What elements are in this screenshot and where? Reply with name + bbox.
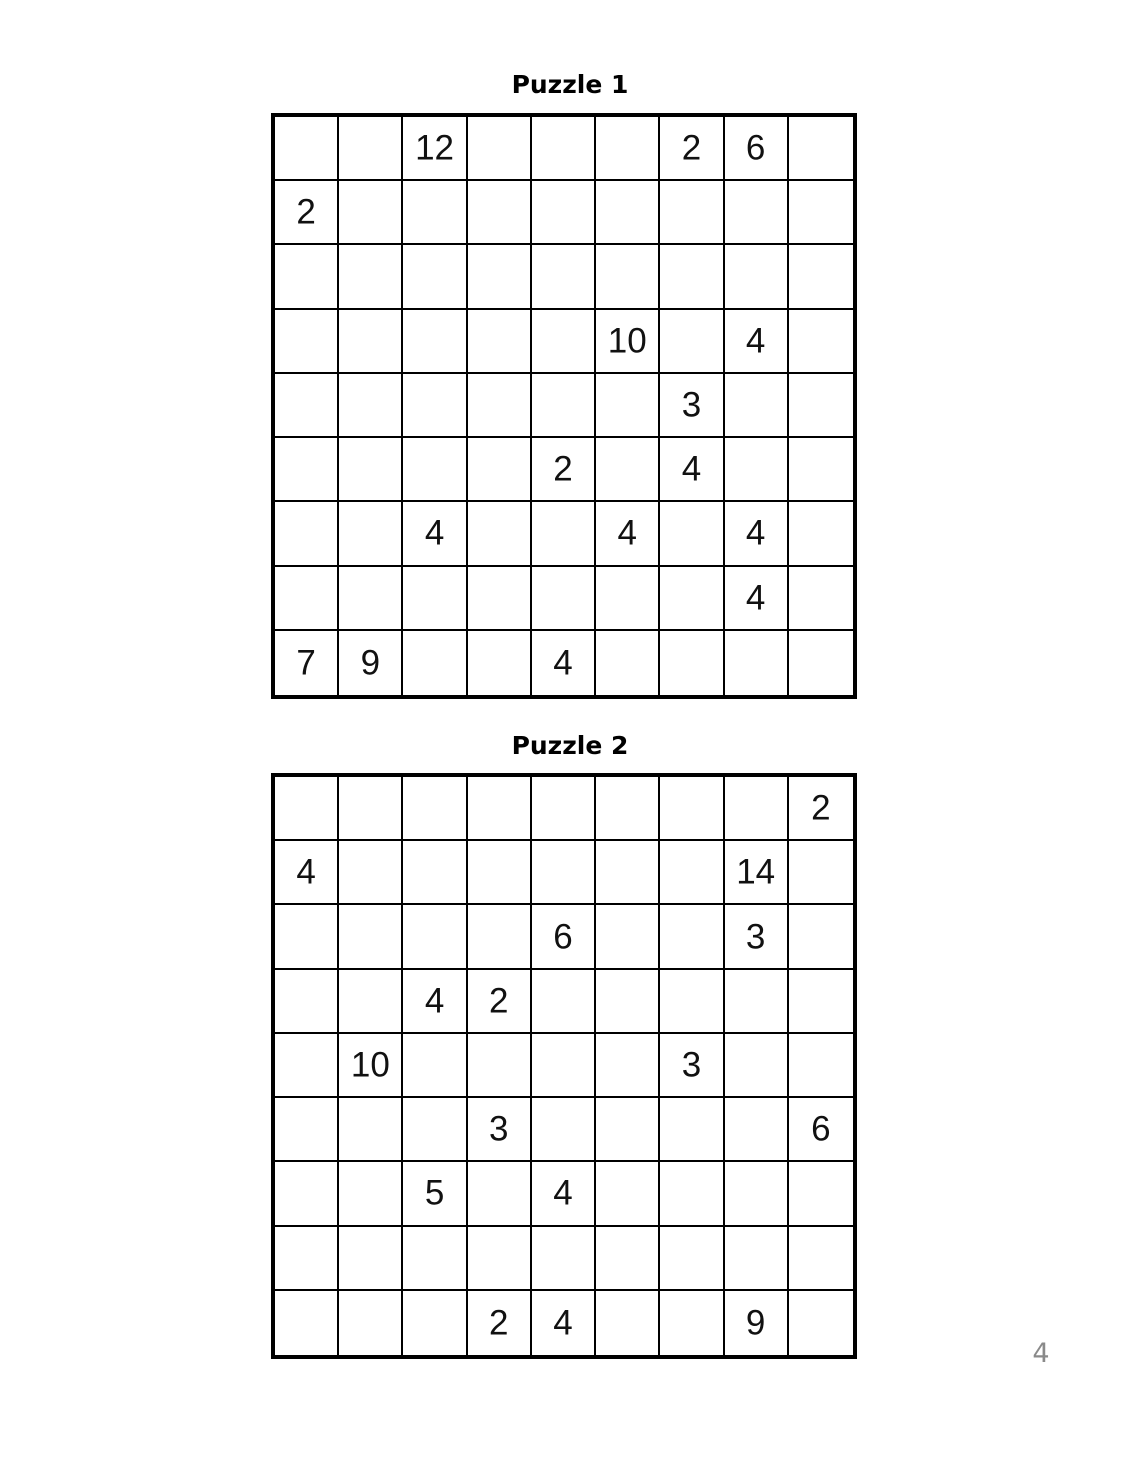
puzzle-1-cell-r3c4	[468, 245, 532, 309]
clue-number: 4	[745, 513, 766, 553]
puzzle-1-cell-r2c1	[275, 181, 339, 245]
puzzle-1-cell-r4c1	[275, 310, 339, 374]
clue-number: 4	[553, 1173, 573, 1213]
puzzle-1-cell-r7c7	[660, 502, 724, 566]
puzzle-1-cell-r8c9	[789, 567, 853, 631]
puzzle-1-cell-r9c1	[275, 631, 339, 695]
puzzle-2-cell-r1c9	[789, 777, 853, 841]
puzzle-2-cell-r9c4	[468, 1291, 532, 1355]
puzzle-1-cell-r2c7	[660, 181, 724, 245]
puzzle-2-cell-r6c7	[660, 1098, 724, 1162]
puzzle-1-cell-r5c1	[275, 374, 339, 438]
puzzle-1-cell-r7c1	[275, 502, 339, 566]
puzzle-1-cell-r5c8	[725, 374, 789, 438]
puzzle-2-cell-r6c8	[725, 1098, 789, 1162]
puzzle-1-cell-r4c4	[468, 310, 532, 374]
puzzle-1-cell-r9c2	[339, 631, 403, 695]
puzzle-2-cell-r8c5	[532, 1227, 596, 1291]
puzzle-1-cell-r4c2	[339, 310, 403, 374]
puzzle-1-cell-r2c3	[403, 181, 467, 245]
puzzle-2-cell-r8c4	[468, 1227, 532, 1291]
puzzle-2-cell-r9c5	[532, 1291, 596, 1355]
puzzle-1-cell-r6c5	[532, 438, 596, 502]
puzzle-2-cell-r4c1	[275, 970, 339, 1034]
puzzle-2-cell-r5c2	[339, 1034, 403, 1098]
puzzle-2-cell-r2c2	[339, 841, 403, 905]
puzzle-2-cell-r6c9	[789, 1098, 853, 1162]
puzzle-1-cell-r1c5	[532, 117, 596, 181]
puzzle-1-cell-r9c6	[596, 631, 660, 695]
puzzle-1-cell-r6c3	[403, 438, 467, 502]
puzzle-2-cell-r9c6	[596, 1291, 660, 1355]
clue-number: 3	[745, 917, 766, 957]
clue-number: 2	[811, 788, 831, 828]
puzzle-1-cell-r9c5	[532, 631, 596, 695]
clue-number: 2	[489, 1303, 509, 1343]
puzzle-2-cell-r1c7	[660, 777, 724, 841]
puzzle-2-cell-r5c8	[725, 1034, 789, 1098]
puzzle-1-cell-r2c4	[468, 181, 532, 245]
puzzle-1-cell-r8c3	[403, 567, 467, 631]
puzzle-2-cell-r9c9	[789, 1291, 853, 1355]
puzzle-1-cell-r5c5	[532, 374, 596, 438]
puzzle-1-cell-r5c3	[403, 374, 467, 438]
puzzle-1-cell-r4c5	[532, 310, 596, 374]
puzzle-1-cell-r6c1	[275, 438, 339, 502]
puzzle-2-cell-r6c2	[339, 1098, 403, 1162]
puzzle-2-cell-r3c1	[275, 905, 339, 969]
puzzle-2-cell-r4c9	[789, 970, 853, 1034]
puzzle-2-cell-r1c5	[532, 777, 596, 841]
puzzle-2-cell-r8c3	[403, 1227, 467, 1291]
puzzle-1-cell-r6c9	[789, 438, 853, 502]
clue-number: 2	[553, 449, 573, 489]
puzzle-2-cell-r3c2	[339, 905, 403, 969]
puzzle-2-cell-r6c1	[275, 1098, 339, 1162]
clue-number: 9	[745, 1303, 766, 1343]
puzzle-2-cell-r4c6	[596, 970, 660, 1034]
puzzle-2-cell-r8c9	[789, 1227, 853, 1291]
clue-number: 4	[296, 852, 316, 892]
puzzle-1-cell-r7c3	[403, 502, 467, 566]
clue-number: 3	[681, 385, 702, 425]
puzzle-2-cell-r4c3	[403, 970, 467, 1034]
puzzle-1-cell-r6c8	[725, 438, 789, 502]
puzzle-2-cell-r1c6	[596, 777, 660, 841]
clue-number: 4	[617, 513, 637, 553]
puzzle-2-cell-r1c1	[275, 777, 339, 841]
clue-number: 4	[745, 578, 766, 618]
page-number: 4	[1032, 1338, 1050, 1369]
puzzle-1-cell-r7c5	[532, 502, 596, 566]
puzzle-1-grid	[271, 113, 857, 699]
puzzle-2-cell-r2c5	[532, 841, 596, 905]
puzzle-1-cell-r9c3	[403, 631, 467, 695]
puzzle-2-cell-r5c1	[275, 1034, 339, 1098]
puzzle-2-cell-r6c4	[468, 1098, 532, 1162]
puzzle-1-cell-r7c6	[596, 502, 660, 566]
puzzle-1-cell-r9c4	[468, 631, 532, 695]
clue-number: 6	[811, 1109, 831, 1149]
puzzle-1-cell-r5c9	[789, 374, 853, 438]
puzzle-1-cell-r8c4	[468, 567, 532, 631]
puzzle-2-cell-r5c6	[596, 1034, 660, 1098]
puzzle-2-grid	[271, 773, 857, 1359]
puzzle-1-cell-r6c4	[468, 438, 532, 502]
puzzle-2-cell-r1c2	[339, 777, 403, 841]
puzzle-2-cell-r1c8	[725, 777, 789, 841]
puzzle-2-cell-r9c3	[403, 1291, 467, 1355]
puzzle-2-cell-r3c7	[660, 905, 724, 969]
puzzle-2-cell-r9c8	[725, 1291, 789, 1355]
puzzle-1-cell-r2c9	[789, 181, 853, 245]
puzzle-1-cell-r3c3	[403, 245, 467, 309]
puzzle-2-cell-r2c9	[789, 841, 853, 905]
puzzle-1-cell-r5c6	[596, 374, 660, 438]
puzzle-1-cell-r4c9	[789, 310, 853, 374]
clue-number: 4	[424, 981, 445, 1021]
clue-number: 3	[489, 1109, 509, 1149]
puzzle-2-cell-r7c3	[403, 1162, 467, 1226]
puzzle-2-cell-r2c3	[403, 841, 467, 905]
puzzle-2-cell-r9c7	[660, 1291, 724, 1355]
puzzle-1-title: Puzzle 1	[511, 70, 629, 99]
clue-number: 7	[296, 643, 316, 683]
puzzle-1-cell-r7c2	[339, 502, 403, 566]
puzzle-2-cell-r4c4	[468, 970, 532, 1034]
puzzle-1-cell-r8c6	[596, 567, 660, 631]
puzzle-1-cell-r4c8	[725, 310, 789, 374]
clue-number: 9	[360, 643, 381, 683]
puzzle-2-cell-r3c8	[725, 905, 789, 969]
puzzle-2-cell-r8c6	[596, 1227, 660, 1291]
puzzle-1-cell-r1c4	[468, 117, 532, 181]
puzzle-2-cell-r7c5	[532, 1162, 596, 1226]
puzzle-1-cell-r2c5	[532, 181, 596, 245]
clue-number: 2	[296, 192, 316, 232]
puzzle-1-cell-r8c8	[725, 567, 789, 631]
puzzle-2-cell-r2c8	[725, 841, 789, 905]
puzzle-2-cell-r2c1	[275, 841, 339, 905]
puzzle-2-cell-r3c9	[789, 905, 853, 969]
puzzle-2-cell-r6c6	[596, 1098, 660, 1162]
puzzle-1-cell-r6c2	[339, 438, 403, 502]
clue-number: 3	[681, 1045, 702, 1085]
puzzle-2-cell-r9c1	[275, 1291, 339, 1355]
clue-number: 2	[489, 981, 509, 1021]
puzzle-1-cell-r8c1	[275, 567, 339, 631]
puzzle-1-cell-r3c1	[275, 245, 339, 309]
puzzle-2-cell-r5c7	[660, 1034, 724, 1098]
puzzle-2-cell-r7c2	[339, 1162, 403, 1226]
clue-number: 14	[736, 852, 776, 892]
puzzle-2-cell-r9c2	[339, 1291, 403, 1355]
puzzle-2-cell-r2c4	[468, 841, 532, 905]
puzzle-1-cell-r2c6	[596, 181, 660, 245]
puzzle-1-cell-r5c4	[468, 374, 532, 438]
puzzle-2-title: Puzzle 2	[511, 731, 629, 760]
puzzle-2-cell-r6c5	[532, 1098, 596, 1162]
puzzle-1-cell-r3c9	[789, 245, 853, 309]
clue-number: 4	[553, 643, 573, 683]
puzzle-2-cell-r2c6	[596, 841, 660, 905]
puzzle-2-cell-r8c7	[660, 1227, 724, 1291]
puzzle-2-cell-r5c5	[532, 1034, 596, 1098]
puzzle-1-cell-r1c8	[725, 117, 789, 181]
puzzle-2-cell-r8c2	[339, 1227, 403, 1291]
clue-number: 4	[553, 1303, 573, 1343]
puzzle-1-cell-r9c8	[725, 631, 789, 695]
puzzle-1-cell-r2c8	[725, 181, 789, 245]
puzzle-1-cell-r1c1	[275, 117, 339, 181]
puzzle-2-cell-r4c5	[532, 970, 596, 1034]
puzzle-2-cell-r3c5	[532, 905, 596, 969]
puzzle-2-cell-r1c3	[403, 777, 467, 841]
puzzle-1-cell-r1c3	[403, 117, 467, 181]
clue-number: 6	[745, 128, 766, 168]
puzzle-1-cell-r8c2	[339, 567, 403, 631]
puzzle-1-cell-r7c8	[725, 502, 789, 566]
puzzle-2-cell-r3c3	[403, 905, 467, 969]
puzzle-1-cell-r4c3	[403, 310, 467, 374]
puzzle-2-cell-r3c4	[468, 905, 532, 969]
puzzle-1-cell-r3c7	[660, 245, 724, 309]
puzzle-2-cell-r4c8	[725, 970, 789, 1034]
clue-number: 10	[607, 321, 647, 361]
puzzle-1-cell-r7c4	[468, 502, 532, 566]
puzzle-2-cell-r2c7	[660, 841, 724, 905]
clue-number: 2	[681, 128, 702, 168]
puzzle-1-cell-r3c8	[725, 245, 789, 309]
puzzle-1-cell-r2c2	[339, 181, 403, 245]
puzzle-2-cell-r4c2	[339, 970, 403, 1034]
puzzle-2-cell-r7c7	[660, 1162, 724, 1226]
puzzle-2-cell-r7c4	[468, 1162, 532, 1226]
puzzle-2-cell-r5c3	[403, 1034, 467, 1098]
puzzle-1-cell-r1c6	[596, 117, 660, 181]
puzzle-1-cell-r9c7	[660, 631, 724, 695]
puzzle-2-cell-r1c4	[468, 777, 532, 841]
puzzle-2-cell-r7c1	[275, 1162, 339, 1226]
puzzle-2-cell-r7c9	[789, 1162, 853, 1226]
clue-number: 6	[553, 917, 573, 957]
puzzle-1-cell-r5c2	[339, 374, 403, 438]
puzzle-2-cell-r6c3	[403, 1098, 467, 1162]
puzzle-1-cell-r1c2	[339, 117, 403, 181]
clue-number: 4	[681, 449, 702, 489]
puzzle-1-cell-r1c9	[789, 117, 853, 181]
clue-number: 4	[745, 321, 766, 361]
puzzle-1-cell-r7c9	[789, 502, 853, 566]
puzzle-1-cell-r4c7	[660, 310, 724, 374]
clue-number: 5	[424, 1173, 445, 1213]
puzzle-2-cell-r7c8	[725, 1162, 789, 1226]
puzzle-1-cell-r6c6	[596, 438, 660, 502]
puzzle-2-cell-r5c9	[789, 1034, 853, 1098]
puzzle-1-cell-r3c2	[339, 245, 403, 309]
puzzle-1-cell-r6c7	[660, 438, 724, 502]
puzzle-1-cell-r1c7	[660, 117, 724, 181]
clue-number: 4	[424, 513, 445, 553]
puzzle-1-cell-r8c5	[532, 567, 596, 631]
puzzle-2-cell-r5c4	[468, 1034, 532, 1098]
puzzle-2-cell-r3c6	[596, 905, 660, 969]
puzzle-1-cell-r9c9	[789, 631, 853, 695]
puzzle-2-cell-r4c7	[660, 970, 724, 1034]
puzzle-1-cell-r5c7	[660, 374, 724, 438]
puzzle-1-cell-r3c5	[532, 245, 596, 309]
puzzle-2-cell-r8c1	[275, 1227, 339, 1291]
puzzle-2-cell-r7c6	[596, 1162, 660, 1226]
puzzle-1-cell-r8c7	[660, 567, 724, 631]
puzzle-1-cell-r3c6	[596, 245, 660, 309]
puzzle-2-cell-r8c8	[725, 1227, 789, 1291]
clue-number: 12	[415, 128, 455, 168]
clue-number: 10	[350, 1045, 390, 1085]
puzzle-1-cell-r4c6	[596, 310, 660, 374]
